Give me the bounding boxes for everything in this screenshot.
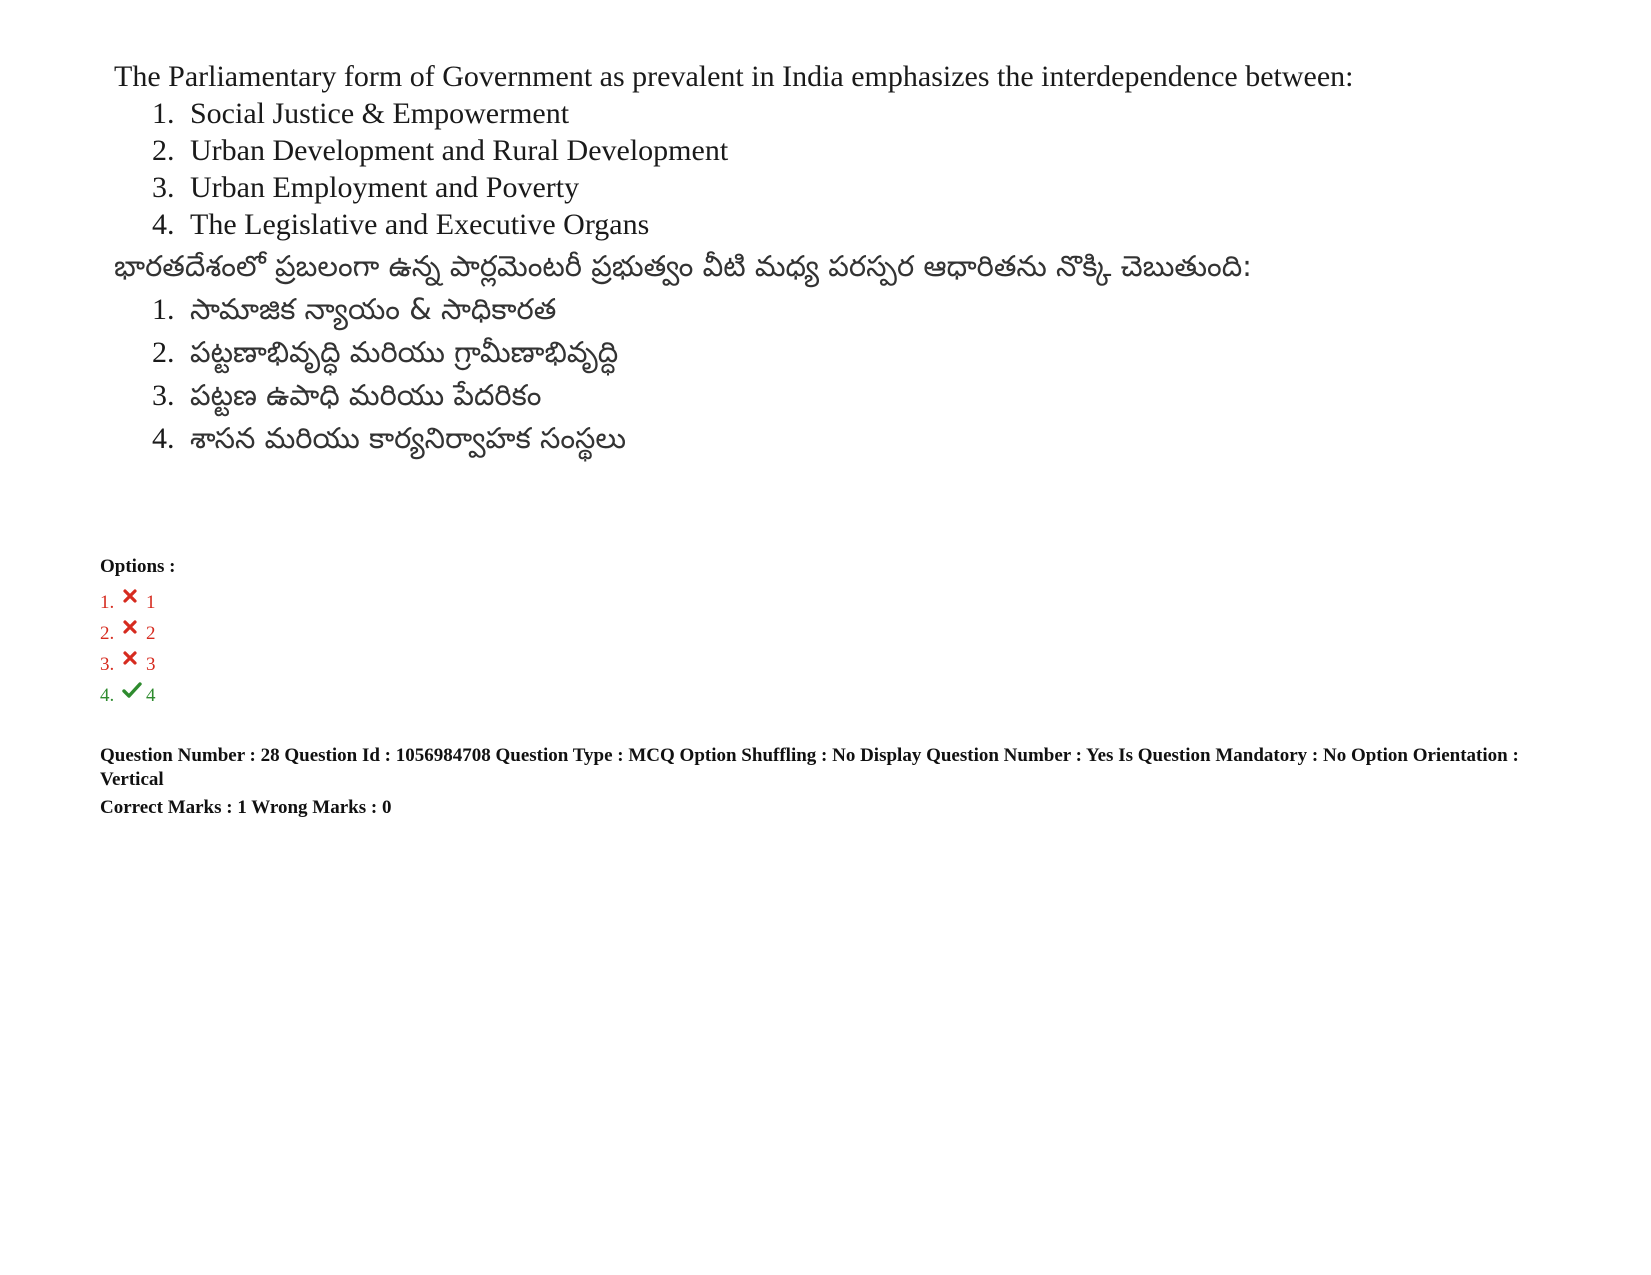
item-text: పట్టణ ఉపాధి మరియు పేదరికం [190,378,542,412]
option-item [100,649,156,680]
question-item-english [152,206,1354,243]
question-item-english [152,95,1354,132]
item-text: శాసన మరియు కార్యనిర్వాహక సంస్థలు [190,421,627,455]
cross-icon [122,650,144,670]
option-item [100,587,156,618]
option-value: 3 [146,653,156,675]
cross-icon [122,588,144,608]
question-item-telugu [152,288,1354,331]
item-number: 2. [152,134,175,167]
question-items-telugu [114,288,1354,460]
question-item-telugu [152,374,1354,417]
option-number: 3. [100,653,115,675]
option-number: 1. [100,591,115,613]
question-content [114,58,1354,460]
question-item-telugu [152,331,1354,374]
item-text: Urban Development and Rural Development [190,134,729,167]
options-heading: Options : [100,556,176,577]
question-stem-english: The Parliamentary form of Government as prevalent in India emphasizes the interdependence between: [114,60,1354,93]
item-number: 2. [152,336,175,369]
option-value: 4 [146,684,156,706]
option-value: 2 [146,622,156,644]
item-number: 3. [152,171,175,204]
question-item-telugu [152,417,1354,460]
option-item [100,680,156,711]
check-icon [122,681,144,701]
question-meta-details: Question Number : 28 Question Id : 1056984708 Question Type : MCQ Option Shuffling : No Display Question Number : Yes Is Question Mandatory : No Option Orientation : Vertical [100,745,1519,790]
cross-icon [122,619,144,639]
question-marks: Correct Marks : 1 Wrong Marks : 0 [100,797,392,818]
item-number: 4. [152,422,175,455]
option-value: 1 [146,591,156,613]
question-item-english [152,169,1354,206]
options-list [100,587,156,711]
item-text: Urban Employment and Poverty [190,171,580,204]
question-stem-telugu: భారతదేశంలో ప్రబలంగా ఉన్న పార్లమెంటరీ ప్రభుత్వం వీటి మధ్య పరస్పర ఆధారితను నొక్కి చెబుతుంది: [114,249,1252,283]
question-english [114,58,1354,243]
question-items-english [114,95,1354,243]
item-number: 3. [152,379,175,412]
question-meta [100,744,1560,820]
item-text: పట్టణాభివృద్ధి మరియు గ్రామీణాభివృద్ధి [190,335,619,369]
item-text: Social Justice & Empowerment [190,97,570,130]
item-number: 4. [152,208,175,241]
item-text: సామాజిక న్యాయం & సాధికారత [190,292,557,326]
option-number: 4. [100,684,115,706]
item-number: 1. [152,97,175,130]
option-number: 2. [100,622,115,644]
item-number: 1. [152,293,175,326]
question-telugu [114,245,1354,460]
item-text: The Legislative and Executive Organs [190,208,650,241]
option-item [100,618,156,649]
question-item-english [152,132,1354,169]
